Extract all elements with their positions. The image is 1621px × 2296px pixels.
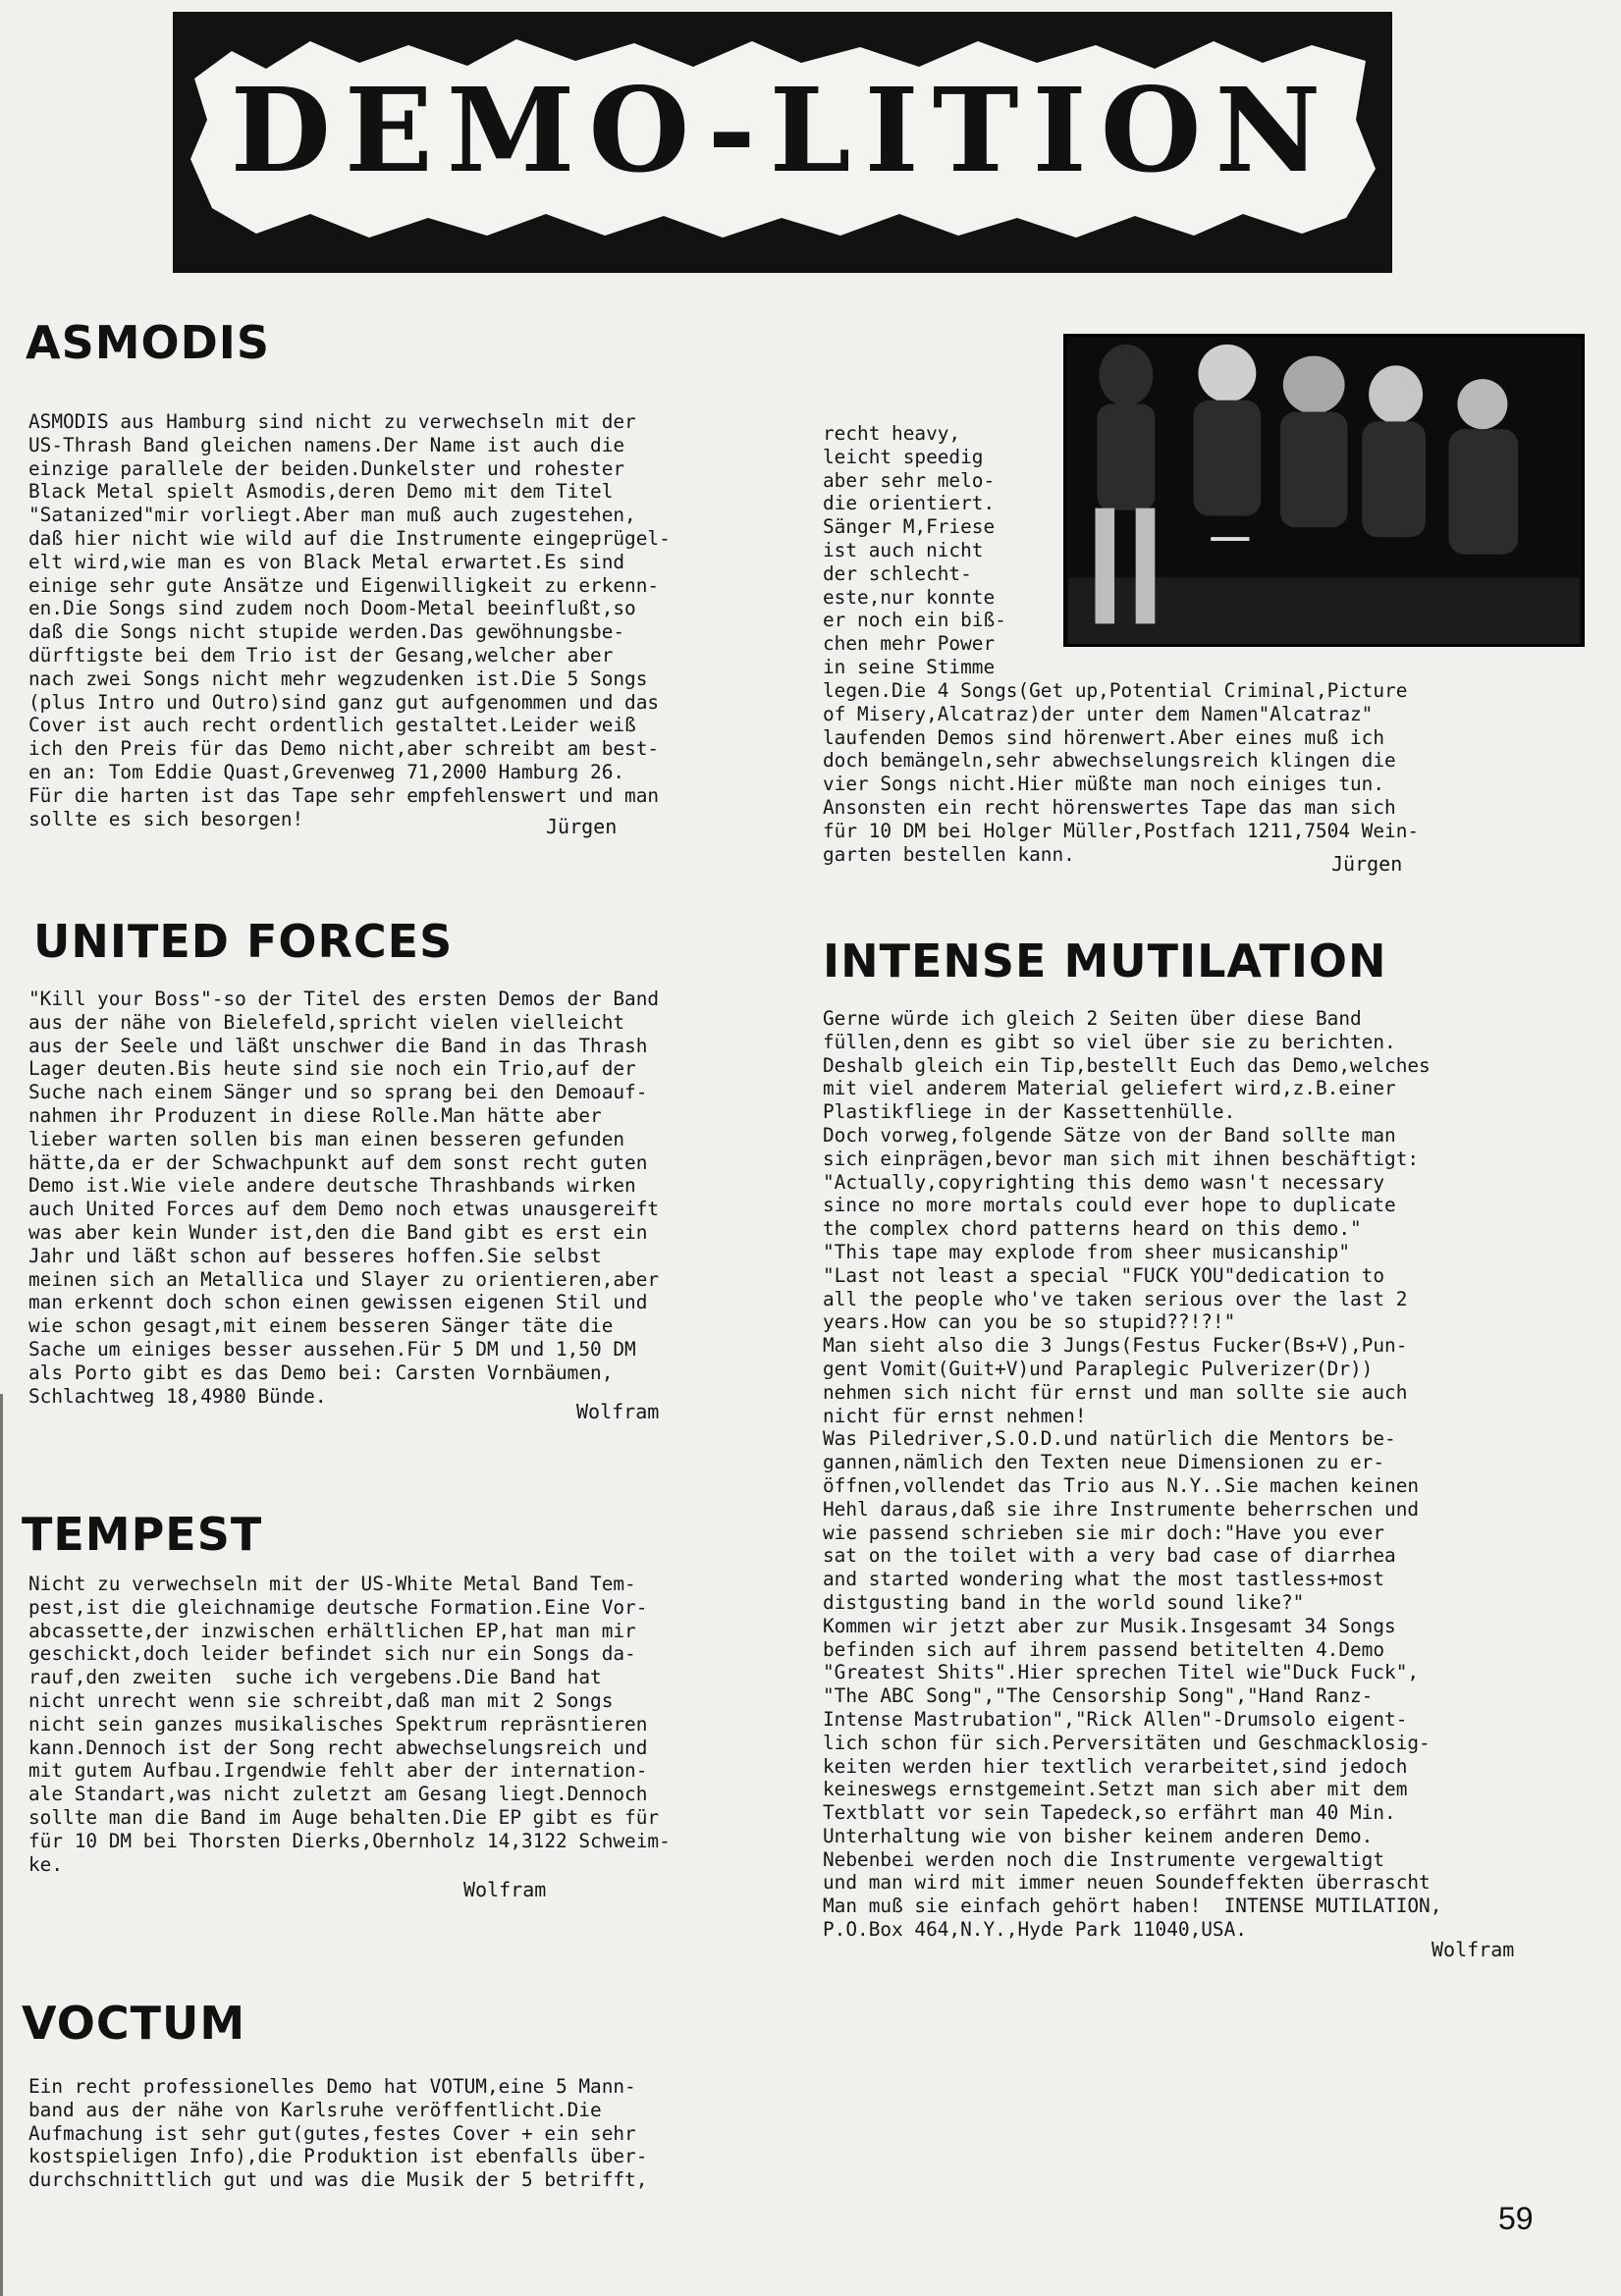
united-forces-signature: Wolfram — [576, 1400, 660, 1423]
united-forces-body: "Kill your Boss"-so der Titel des ersten Demos der Band aus der nähe von Bielefeld,spricht vielen vielleicht aus der Seele und läßt unschwer die Band in das Thrash Lager deuten.Bis heute sind sie noch ein Trio,auf der Suche nach einem Sänger und so sprang bei den Demoauf- nahmen ihr Produzent in diese Rolle.Man hätte aber lieber warten sollen bis man einen besseren gefunden hätte,da er der Schwachpunkt auf dem sonst recht guten Demo ist.Wie viele andere deutsche Thrashbands wirken auch United Forces auf dem Demo noch etwas unausgereift was aber kein Wunder ist,den die Band gibt es erst ein Jahr und läßt schon auf besseres hoffen.Sie selbst meinen sich an Metallica und Slayer zu orientieren,aber man erkennt doch schon einen gewissen eigenen Stil und wie schon gesagt,mit einem besseren Sänger täte die Sache um einiges besser aussehen.Für 5 DM und 1,50 DM als Porto gibt es das Demo bei: Carsten Vornbäumen, Schlachtweg 18,4980 Bünde. — [28, 988, 660, 1408]
voctum-body: Ein recht professionelles Demo hat VOTUM,eine 5 Mann- band aus der nähe von Karlsruhe veröffentlicht.Die Aufmachung ist sehr gut(gutes,festes Cover + ein sehr kostspieligen Info),die Produktion ist ebenfalls über- durchschnittlich gut und was die Musik der 5 betrifft, — [28, 2075, 648, 2192]
intense-mutilation-body: Gerne würde ich gleich 2 Seiten über diese Band füllen,denn es gibt so viel über sie zu berichten. Deshalb gleich ein Tip,bestellt Euch das Demo,welches mit viel anderem Material geliefert wird,z.B.einer Plastikfliege in der Kassettenhülle. Doch vorweg,folgende Sätze von der Band sollte man sich einprägen,bevor man sich mit ihnen beschäftigt: "Actually,copyrighting this demo wasn't necessary since no more mortals could ever hope to duplicate the complex chord patterns heard on this demo." "This tape may explode from sheer musicanship" "Last not least a special "FUCK YOU"dedication to all the people who've taken serious over the last 2 years.How can you be so stupid??!?!" Man sieht also die 3 Jungs(Festus Fucker(Bs+V),Pun- gent Vomit(Guit+V)und Paraplegic Pulverizer(Dr)) nehmen sich nicht für ernst und man sollte sie auch nicht für ernst nehmen! Was Piledriver,S.O.D.und natürlich die Mentors be- gannen,nämlich den Texten neue Dimensionen zu er- öffnen,vollendet das Trio aus N.Y..Sie machen keinen Hehl daraus,daß sie ihre Instrumente beherrschen und wie passend schrieben sie mir doch:"Have you ever sat on the toilet with a very bad case of diarrhea and started wondering what the most tastless+most distgusting band in the world sound like?" Kommen wir jetzt aber zur Musik.Insgesamt 34 Songs befinden sich auf ihrem passend betitelten 4.Demo "Greatest Shits".Hier sprechen Titel wie"Duck Fuck", "The ABC Song","The Censorship Song","Hand Ranz- Intense Mastrubation","Rick Allen"-Drumsolo eigent- lich schon für sich.Perversitäten und Geschmacklosig- keiten werden hier textlich verarbeitet,sind jedoch keineswegs ernstgemeint.Setzt man sich aber mit dem Textblatt vor sein Tapedeck,so erfährt man 40 Min. Unterhaltung wie von bisher keinem anderen Demo. Nebenbei werden noch die Instrumente vergewaltigt und man wird mit immer neuen Soundeffekten überrascht Man muß sie einfach gehört haben! INTENSE MUTILATION, P.O.Box 464,N.Y.,Hyde Park 11040,USA. — [823, 1007, 1442, 1942]
asmodis-heading: ASMODIS — [26, 316, 271, 369]
intense-mutilation-signature: Wolfram — [1432, 1938, 1515, 1961]
united-forces-heading: UNITED FORCES — [33, 915, 454, 968]
title-banner — [173, 12, 1392, 273]
asmodis-signature-col1: Jürgen — [546, 815, 618, 838]
asmodis-body-col1: ASMODIS aus Hamburg sind nicht zu verwechseln mit der US-Thrash Band gleichen namens.Der Name ist auch die einzige parallele der beiden.Dunkelster und rohester Black Metal spielt Asmodis,deren Demo mit dem Titel "Satanized"mir vorliegt.Aber man muß auch zugestehen, daß hier nicht wie wild auf die Instrumente eingeprügel- elt wird,wie man es von Black Metal erwartet.Es sind einige sehr gute Ansätze und Eigenwilligkeit zu erkenn- en.Die Songs sind zudem noch Doom-Metal beeinflußt,so daß die Songs nicht stupide werden.Das gewöhnungsbe- dürftigste bei dem Trio ist der Gesang,welcher aber nach zwei Songs nicht mehr wegzudenken ist.Die 5 Songs (plus Intro und Outro)sind ganz gut aufgenommen und das Cover ist auch recht ordentlich gestaltet.Leider weiß ich den Preis für das Demo nicht,aber schreibt am best- en an: Tom Eddie Quast,Grevenweg 71,2000 Hamburg 26. Für die harten ist das Tape sehr empfehlenswert und man sollte es sich besorgen! — [28, 410, 671, 830]
intense-mutilation-heading: INTENSE MUTILATION — [823, 934, 1387, 988]
tempest-body: Nicht zu verwechseln mit der US-White Metal Band Tem- pest,ist die gleichnamige deutsche Formation.Eine Vor- abcassette,der inzwischen erhältlichen EP,hat man mir geschickt,doch leider befindet sich nur ein Songs da- rauf,den zweiten suche ich vergebens.Die Band hat nicht unrecht wenn sie schreibt,daß man mit 2 Songs nicht sein ganzes musikalisches Spektrum repräsntieren kann.Dennoch ist der Song recht abwechselungsreich und mit gutem Aufbau.Irgendwie fehlt aber der internation- ale Standart,was nicht zuletzt am Gesang liegt.Dennoch sollte man die Band im Auge behalten.Die EP gibt es für für 10 DM bei Thorsten Dierks,Obernholz 14,3122 Schweim- ke. — [28, 1573, 671, 1876]
banner-title: DEMO-LITION — [230, 62, 1335, 198]
voctum-heading: VOCTUM — [22, 1997, 246, 2050]
band-photo-icon — [1066, 337, 1582, 644]
tempest-heading: TEMPEST — [22, 1508, 263, 1561]
page-binding-edge — [0, 1394, 3, 2296]
asmodis-body-col2-wide: legen.Die 4 Songs(Get up,Potential Criminal,Picture of Misery,Alcatraz)der unter dem Namen"Alcatraz" laufenden Demos sind hörenwert.Aber eines muß ich doch bemängeln,sehr abwechselungsreich klingen die vier Songs nicht.Hier müßte man noch einiges tun. Ansonsten ein recht hörenswertes Tape das man sich für 10 DM bei Holger Müller,Postfach 1211,7504 Wein- garten bestellen kann. — [823, 679, 1420, 866]
asmodis-signature-col2: Jürgen — [1331, 852, 1403, 876]
asmodis-body-col2-narrow: recht heavy, leicht speedig aber sehr melo- die orientiert. Sänger M,Friese ist auch nicht der schlecht- este,nur konnte er noch ein biß- chen mehr Power in seine Stimme — [823, 422, 1006, 678]
page-number: 59 — [1498, 2201, 1534, 2236]
band-photo — [1063, 334, 1585, 647]
tempest-signature: Wolfram — [463, 1878, 547, 1901]
